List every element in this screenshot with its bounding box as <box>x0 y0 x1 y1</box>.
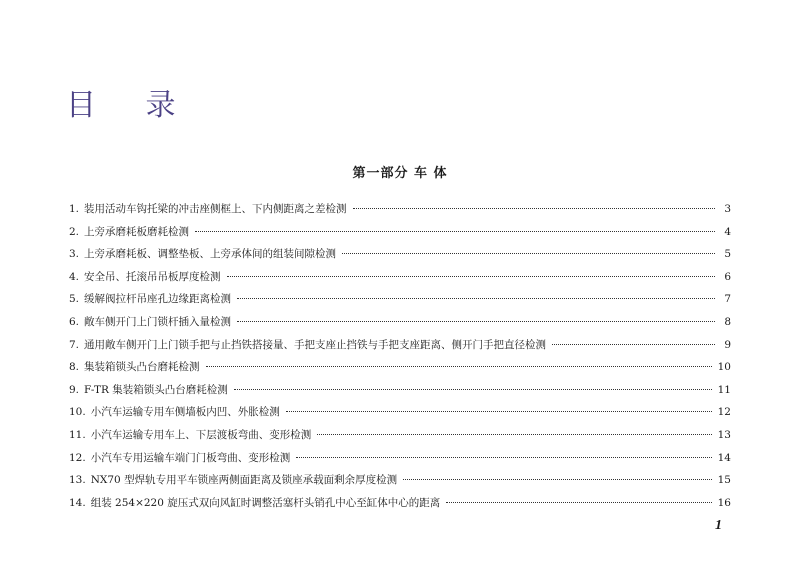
dot-leader <box>446 502 711 503</box>
table-of-contents <box>69 198 731 514</box>
toc-entry-label: 小汽车运输专用车上、下层渡板弯曲、变形检测 <box>90 428 312 441</box>
page-number: 1 <box>715 518 722 533</box>
toc-entry-label: 敞车侧开门上门锁杆插入量检测 <box>84 315 232 328</box>
toc-entry-label: 缓解阀拉杆吊座孔边缘距离检测 <box>84 293 232 306</box>
toc-entry-label: 组装 254×220 旋压式双向风缸时调整活塞杆头销孔中心至缸体中心的距离 <box>90 496 441 509</box>
toc-entry-2[interactable] <box>69 221 731 244</box>
dot-leader <box>286 411 712 412</box>
dot-leader <box>317 434 711 435</box>
dot-leader <box>353 208 715 209</box>
toc-entry-page: 6 <box>724 270 731 283</box>
toc-entry-number: 4. <box>69 270 80 283</box>
toc-entry-number: 9. <box>69 383 80 396</box>
dot-leader <box>552 344 715 345</box>
toc-entry-page: 3 <box>724 203 731 215</box>
toc-entry-page: 16 <box>717 496 731 509</box>
toc-entry-label: 小汽车运输专用车侧墙板内凹、外胀检测 <box>90 406 280 419</box>
dot-leader <box>342 253 715 254</box>
toc-entry-page: 10 <box>717 361 731 374</box>
toc-entry-3[interactable] <box>69 243 731 266</box>
toc-entry-page: 15 <box>717 474 731 487</box>
toc-entry-number: 11. <box>69 428 86 441</box>
toc-entry-number: 6. <box>69 315 80 328</box>
dot-leader <box>234 389 712 390</box>
toc-entry-page: 14 <box>717 451 731 464</box>
dot-leader <box>195 231 715 232</box>
toc-entry-page: 11 <box>717 383 731 396</box>
toc-entry-number: 8. <box>69 361 80 374</box>
dot-leader <box>403 479 712 480</box>
toc-entry-11[interactable] <box>69 424 731 447</box>
toc-entry-number: 10. <box>69 406 86 419</box>
part-heading: 第一部分 车 体 <box>352 166 448 181</box>
toc-entry-14[interactable] <box>69 492 731 515</box>
dot-leader <box>227 276 715 277</box>
toc-entry-6[interactable] <box>69 311 731 334</box>
toc-entry-label: 通用敞车侧开门上门锁手把与止挡铁搭接量、手把支座止挡铁与手把支座距离、侧开门手把直径检测 <box>84 338 547 351</box>
toc-entry-4[interactable] <box>69 266 731 289</box>
toc-entry-1[interactable] <box>69 198 731 221</box>
toc-entry-7[interactable] <box>69 334 731 357</box>
toc-entry-number: 5. <box>69 293 80 306</box>
toc-entry-label: 上旁承磨耗板磨耗检测 <box>84 225 190 238</box>
toc-entry-page: 8 <box>724 315 731 328</box>
dot-leader <box>237 298 715 299</box>
toc-entry-page: 9 <box>724 338 731 351</box>
toc-entry-number: 7. <box>69 338 80 351</box>
toc-entry-5[interactable] <box>69 288 731 311</box>
toc-entry-number: 2. <box>69 225 80 238</box>
toc-entry-page: 7 <box>724 293 731 306</box>
toc-entry-page: 5 <box>724 248 731 261</box>
toc-entry-label: 装用活动车钩托梁的冲击座侧框上、下内侧距离之差检测 <box>84 203 347 215</box>
dot-leader <box>237 321 715 322</box>
toc-entry-page: 13 <box>717 428 731 441</box>
dot-leader <box>296 457 711 458</box>
toc-entry-label: NX70 型焊轨专用平车锁座两侧面距离及锁座承载面剩余厚度检测 <box>90 474 398 487</box>
toc-entry-number: 1. <box>69 203 80 215</box>
toc-entry-9[interactable] <box>69 379 731 402</box>
toc-entry-number: 13. <box>69 474 86 487</box>
toc-entry-label: 集装箱锁头凸台磨耗检测 <box>84 361 200 374</box>
toc-entry-label: 上旁承磨耗板、调整垫板、上旁承体间的组装间隙检测 <box>84 248 337 261</box>
toc-entry-label: F-TR 集装箱锁头凸台磨耗检测 <box>84 383 228 396</box>
toc-entry-12[interactable] <box>69 447 731 470</box>
toc-entry-page: 4 <box>724 225 731 238</box>
toc-entry-label: 安全吊、托滚吊吊板厚度检测 <box>84 270 221 283</box>
toc-entry-number: 3. <box>69 248 80 261</box>
page-title: 目 录 <box>66 88 196 123</box>
toc-entry-page: 12 <box>717 406 731 419</box>
toc-entry-13[interactable] <box>69 469 731 492</box>
dot-leader <box>206 366 712 367</box>
toc-entry-8[interactable] <box>69 356 731 379</box>
toc-entry-number: 12. <box>69 451 86 464</box>
toc-entry-label: 小汽车专用运输车端门门板弯曲、变形检测 <box>90 451 291 464</box>
toc-entry-number: 14. <box>69 496 86 509</box>
toc-entry-10[interactable] <box>69 401 731 424</box>
